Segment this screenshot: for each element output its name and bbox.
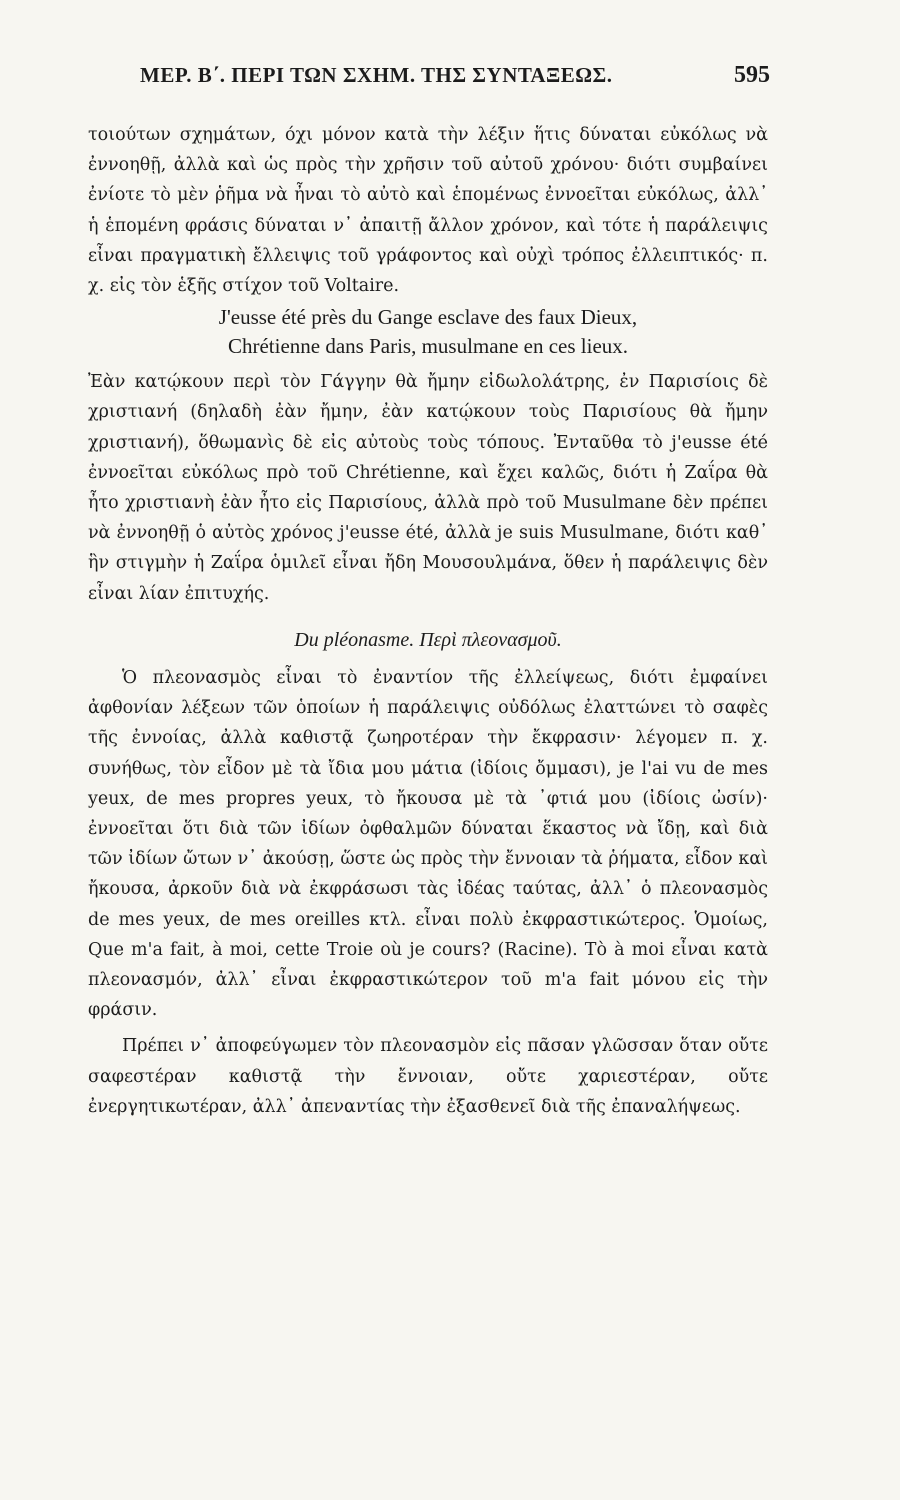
page-body bbox=[88, 120, 768, 1122]
verse-line: Chrétienne dans Paris, musulmane en ces lieux. bbox=[227, 334, 629, 359]
paragraph-pleonasm-advice: Πρέπει ν᾽ ἀποφεύγωμεν τὸν πλεονασμὸν εἰς πᾶσαν γλῶσσαν ὅταν οὔτε σαφεστέραν καθιστᾷ τὴν ἔννοιαν, οὔτε χαριεστέραν, οὔτε ἐνεργητικωτέραν, ἀλλ᾽ ἀπεναντίας τὴν ἐξασθενεῖ διὰ τῆς ἐπαναλήψεως. bbox=[88, 1036, 768, 1117]
verse-line: J'eusse été près du Gange esclave des faux Dieux, bbox=[218, 305, 638, 330]
paragraph-pleonasm-definition: Ὁ πλεονασμὸς εἶναι τὸ ἐναντίον τῆς ἐλλείψεως, διότι ἐμφαίνει ἀφθονίαν λέξεων τῶν ὁποίων ἡ παράλειψις οὐδόλως ἐλαττώνει τὸ σαφὲς τῆς ἐννοίας, ἀλλὰ καθιστᾷ ζωηροτέραν τὴν ἔκφρασιν· λέγομεν π. χ. συνήθως, τὸν εἶδον μὲ τὰ ἴδια μου μάτια (ἰδίοις ὄμμασι), je l'ai vu de mes yeux, de mes propres yeux, τὸ ἤκουσα μὲ τὰ ᾽φτιά μου (ἰδίοις ὠσίν)· ἐννοεῖται ὅτι διὰ τῶν ἰδίων ὀφθαλμῶν δύναται ἕκαστος νὰ ἴδῃ, καὶ διὰ τῶν ἰδίων ὤτων ν᾽ ἀκούσῃ, ὥστε ὡς πρὸς τὴν ἔννοιαν τὰ ῥήματα, εἶδον καὶ ἤκουσα, ἀρκοῦν διὰ νὰ ἐκφράσωσι τὰς ἰδέας ταύτας, ἀλλ᾽ ὁ πλεονασμὸς de mes yeux, de mes oreilles κτλ. εἶναι πολὺ ἐκφραστικώτερος. Ὁμοίως, Que m'a fait, à moi, cette Troie où je cours? (Racine). Τὸ à moi εἶναι κατὰ πλεονασμόν, ἀλλ᾽ εἶναι ἐκφραστικώτερον τοῦ m'a fait μόνου εἰς τὴν φράσιν. bbox=[88, 668, 768, 1021]
paragraph-ellipsis-continuation: τοιούτων σχημάτων, όχι μόνον κατὰ τὴν λέξιν ἥτις δύναται εὐκόλως νὰ ἐννοηθῇ, ἀλλὰ καὶ ὡς πρὸς τὴν χρῆσιν τοῦ αὐτοῦ χρόνου· διότι συμβαίνει ἐνίοτε τὸ μὲν ῥῆμα νὰ ἦναι τὸ αὐτὸ καὶ ἑπομένως ἐννοεῖται εὐκόλως, ἀλλ᾽ ἡ ἑπομένη φράσις δύναται ν᾽ ἀπαιτῇ ἄλλον χρόνον, καὶ τότε ἡ παράλειψις εἶναι πραγματικὴ ἔλλειψις τοῦ γράφοντος καὶ οὐχὶ τρόπος ἐλλειπτικός· π. χ. εἰς τὸν ἑξῆς στίχον τοῦ Voltaire. bbox=[88, 125, 768, 297]
page-number: 595 bbox=[734, 62, 770, 88]
running-head: ΜΕΡ. Β΄. ΠΕΡΙ ΤΩΝ ΣΧΗΜ. ΤΗΣ ΣΥΝΤΑΞΕΩΣ. bbox=[140, 63, 613, 87]
paragraph-verse-commentary: Ἐὰν κατῴκουν περὶ τὸν Γάγγην θὰ ἤμην εἰδωλολάτρης, ἐν Παρισίοις δὲ χριστιανή (δηλαδὴ ἐὰν ἤμην, ἐὰν κατῴκουν τοὺς Παρισίους θὰ ἤμην χριστιανή), ὅθωμανὶς δὲ εἰς αὐτοὺς τοὺς τόπους. Ἐνταῦθα τὸ j'eusse été ἐννοεῖται εὐκόλως πρὸ τοῦ Chrétienne, καὶ ἔχει καλῶς, διότι ἡ Ζαΐρα θὰ ἦτο χριστιανὴ ἐὰν ἦτο εἰς Παρισίους, ἀλλὰ πρὸ τοῦ Musulmane δὲν πρέπει νὰ ἐννοηθῇ ὁ αὐτὸς χρόνος j'eusse été, ἀλλὰ je suis Musulmane, διότι καθ᾽ ἣν στιγμὴν ἡ Ζαΐρα ὁμιλεῖ εἶναι ἤδη Μουσουλμάνα, ὅθεν ἡ παράλειψις δὲν εἶναι λίαν ἐπιτυχής. bbox=[88, 372, 768, 604]
section-heading: Du pléonasme. Περὶ πλεονασμοῦ. bbox=[294, 628, 562, 651]
verse-quotation bbox=[88, 303, 768, 361]
page-header bbox=[140, 62, 770, 98]
